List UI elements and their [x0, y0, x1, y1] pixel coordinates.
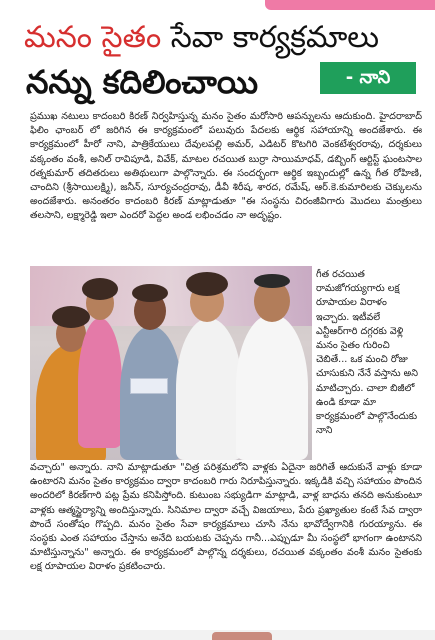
article-side-text — [316, 268, 422, 438]
footer-strip — [0, 630, 435, 640]
article-paragraph: ప్రముఖ నటులు కాదంబరి కిరణ్ నిర్వహిస్తున్న మనం సైతం మరోసారి ఆపన్నులను ఆదుకుంది. హైదరాబాద్ ఫిలిం ఛాంబర్ లో జరిగిన ఈ కార్యక్రమంలో పలువురు పేదలకు ఆర్థిక సహాయాన్ని అందజేశారు. ఈ కార్యక్రమంలో హీరో నాని, పాత్రికేయులు దేవులపల్లి అమర్, ఎడిటర్ కొటగిరి వెంకటేశ్వరరావు, దర్శకులు వక్కంతం వంశీ, అనిల్ రావిపూడి, వివేక్, మాటల రచయిత బుర్రా సాయిమాధవ్, డబ్బింగ్ ఆర్టిస్ట్ ఘంటసాల రత్నకుమార్ తదితరులు అతిథులుగా పాల్గొన్నారు. ఈ సందర్భంగా ఆర్థిక ఇబ్బందుల్లో ఉన్న గీత రోహిణి, చాందిని (శ్రీసాయిలక్ష్మి), జనీన్, సూర్యచంద్రరావు, డీవీ శిరీష, శారద, రమేష్, ఆర్.కె.కుమారిలకు చెక్కులను అందజేశారు. అనంతరం కాదంబరి కిరణ్ మాట్లాడుతూ "ఈ సంస్థను చిరంజీవిగారు మొదలు మంత్రులు తలసాని, లక్ష్మారెడ్డి ఇలా ఎందరో పెద్దల అండ లభించడం నా అదృష్టం. — [30, 111, 422, 222]
person-hair — [52, 306, 90, 328]
footer-image-edge — [212, 632, 272, 640]
person-hair — [254, 274, 290, 288]
person-nani-white-shirt — [176, 318, 242, 460]
person-man-right — [236, 314, 308, 460]
headline-line-1 — [24, 18, 379, 58]
headline-red-part: మనం సైతం — [24, 20, 162, 55]
person-hair — [82, 278, 118, 300]
person-girl — [78, 318, 122, 448]
article-bottom-text — [30, 461, 422, 575]
person-hair — [132, 284, 168, 302]
top-accent-strip — [265, 0, 435, 10]
headline-line-2: నన్ను కదిలించాయి — [26, 63, 258, 101]
event-photo — [30, 266, 312, 460]
byline-badge: - నాని — [320, 62, 416, 94]
person-hair — [186, 272, 228, 296]
top-bar — [0, 0, 435, 12]
article-paragraph: గీత రచయిత రామజోగయ్యగారు లక్ష రూపాయల విరాళం ఇచ్చారు. ఇటీవలే ఎన్టీఆర్‌గారి దగ్గరకు వెళ్లి మనం సైతం గురించి చెబితే... ఒక మంచి రోజు చూసుకుని నేనే వస్తాను అని మాటిచ్చారు. చాలా బిజీలో ఉండి కూడా మా కార్యక్రమంలో పాల్గొనేందుకు నాని — [316, 269, 419, 437]
headline-black-part: సేవా కార్యక్రమాలు — [170, 20, 379, 55]
article-top-text — [30, 110, 422, 224]
cheque — [130, 378, 168, 394]
article-paragraph: వచ్చారు" అన్నారు. నాని మాట్లాడుతూ "చిత్ర పరిశ్రమలోని వాళ్లకు ఏదైనా జరిగితే ఆదుకునే వాళ్లు కూడా ఉంటారని మనం సైతం కార్యక్రమం ద్వారా కాదంబరి గారు నిరూపిస్తున్నారు. ఇక్కడికి వచ్చి సహాయం పొందిన అందరిలో కిరణ్‌గారి పట్ల ప్రేమ కనిపిస్తోంది. కుటుంబ సభ్యుడిగా మాట్లాడి, వాళ్ల బాధను తనది అనుకుంటూ వాళ్లకు ఆత్మస్థైర్యాన్ని అందిస్తున్నారు. సినిమాల ద్వారా వచ్చే విజయాలు, పేరు ప్రఖ్యాతుల కంటే సేవ ద్వారా పొందే సంతోషం గొప్పది. మనం సైతం సేవా కార్యక్రమాలు చూసి నేను భావోద్వేగానికి గురయ్యాను. ఈ సంస్థకు ఎంత సహాయం చేస్తాను అనేది బయటకు చెప్పను గానీ...ఎప్పుడూ మీ సంస్థలో భాగంగా ఉంటానని మాటిస్తున్నాను" అన్నారు. ఈ కార్యక్రమంలో పాల్గొన్న దర్శకులు, రచయిత వక్కంతం వంశీ మనం సైతంకు లక్ష రూపాయల విరాళం ప్రకటించారు. — [30, 462, 422, 573]
